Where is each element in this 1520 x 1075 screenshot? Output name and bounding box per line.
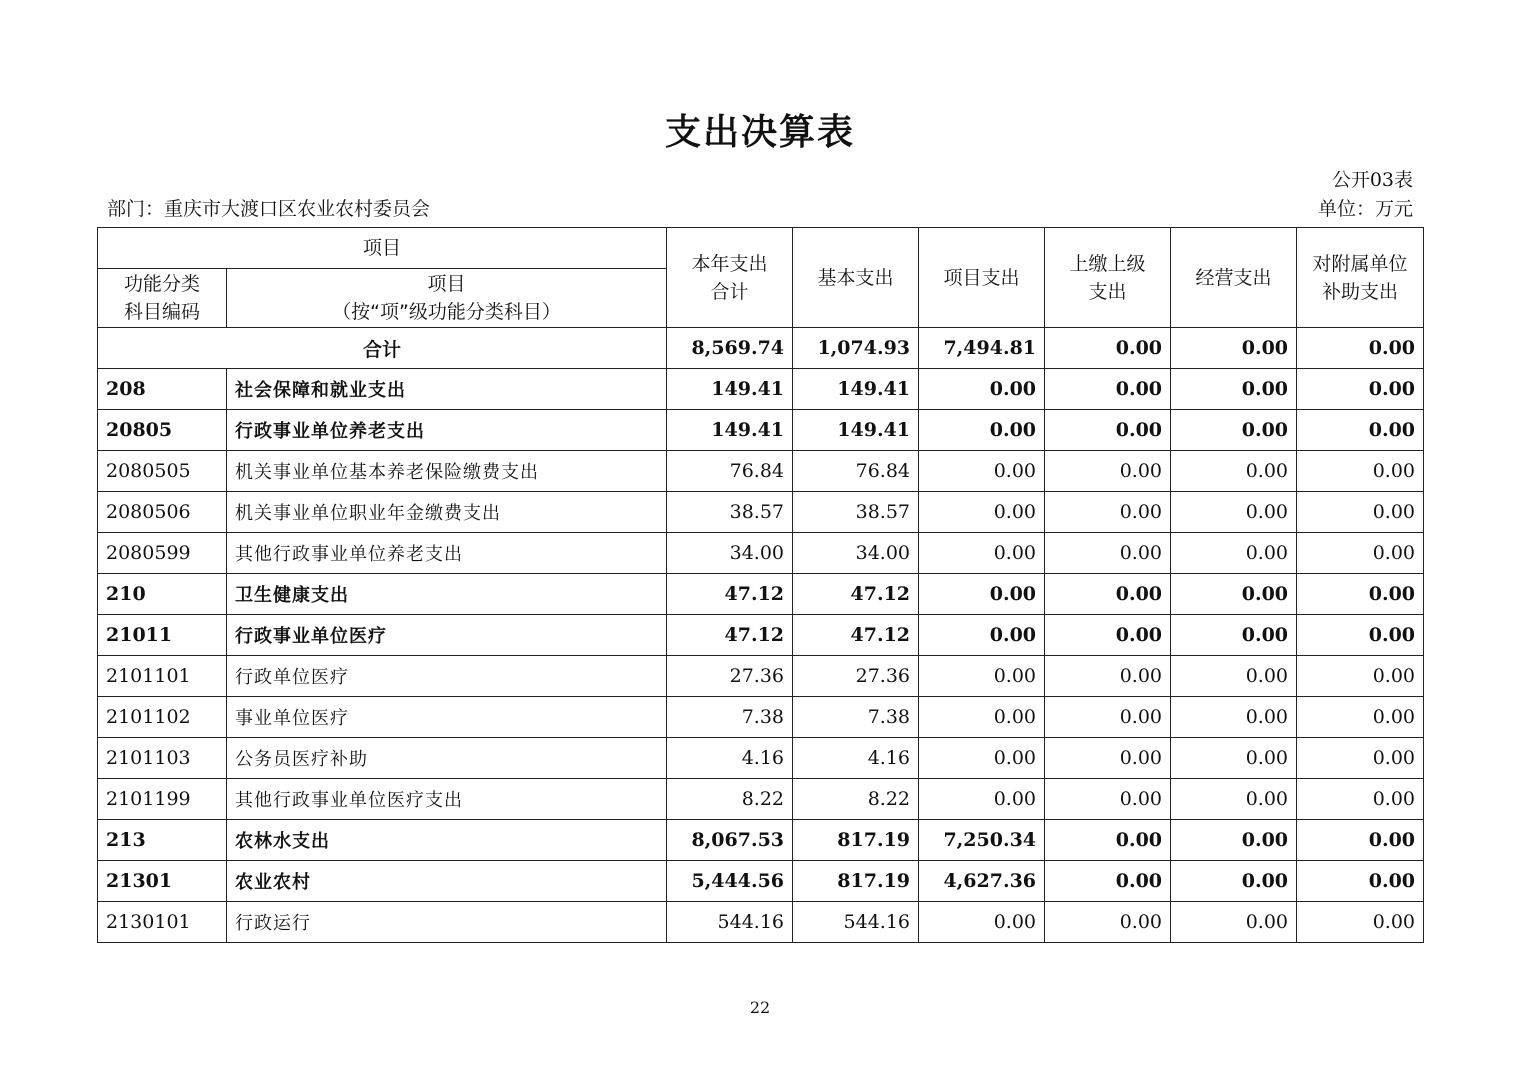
total-cell: 5,444.56	[667, 861, 793, 902]
upper-cell: 0.00	[1045, 328, 1171, 369]
name-cell: 行政事业单位养老支出	[227, 410, 667, 451]
table-row	[98, 861, 1424, 902]
table-row	[98, 779, 1424, 820]
name-cell: 机关事业单位基本养老保险缴费支出	[227, 451, 667, 492]
basic-cell: 1,074.93	[793, 328, 919, 369]
business-cell: 0.00	[1171, 492, 1297, 533]
basic-cell: 7.38	[793, 697, 919, 738]
header-basic: 基本支出	[793, 228, 919, 328]
code-cell: 2101102	[98, 697, 227, 738]
subsidy-cell: 0.00	[1297, 369, 1424, 410]
form-number: 公开03表	[1331, 169, 1413, 191]
project-cell: 0.00	[919, 369, 1045, 410]
business-cell: 0.00	[1171, 738, 1297, 779]
code-cell: 210	[98, 574, 227, 615]
project-cell: 0.00	[919, 492, 1045, 533]
basic-cell: 817.19	[793, 861, 919, 902]
code-cell: 2080506	[98, 492, 227, 533]
name-cell: 卫生健康支出	[227, 574, 667, 615]
basic-cell: 149.41	[793, 410, 919, 451]
header-subsidy: 对附属单位 补助支出	[1297, 228, 1424, 328]
total-cell: 544.16	[667, 902, 793, 943]
name-cell: 农业农村	[227, 861, 667, 902]
table-row	[98, 574, 1424, 615]
subsidy-cell: 0.00	[1297, 861, 1424, 902]
subsidy-cell: 0.00	[1297, 574, 1424, 615]
header-code: 功能分类 科目编码	[98, 269, 227, 328]
code-cell: 2130101	[98, 902, 227, 943]
table-row	[98, 533, 1424, 574]
total-cell: 8.22	[667, 779, 793, 820]
total-label: 合计	[98, 328, 667, 369]
basic-cell: 76.84	[793, 451, 919, 492]
table-row	[98, 451, 1424, 492]
upper-cell: 0.00	[1045, 861, 1171, 902]
total-cell: 34.00	[667, 533, 793, 574]
code-cell: 208	[98, 369, 227, 410]
upper-cell: 0.00	[1045, 615, 1171, 656]
basic-cell: 8.22	[793, 779, 919, 820]
total-cell: 8,067.53	[667, 820, 793, 861]
code-cell: 20805	[98, 410, 227, 451]
name-cell: 事业单位医疗	[227, 697, 667, 738]
unit-label: 单位：万元	[1317, 198, 1413, 220]
upper-cell: 0.00	[1045, 697, 1171, 738]
header-business: 经营支出	[1171, 228, 1297, 328]
table-row	[98, 656, 1424, 697]
total-cell: 149.41	[667, 369, 793, 410]
subsidy-cell: 0.00	[1297, 492, 1424, 533]
table-row	[98, 615, 1424, 656]
header-item-group: 项目	[98, 228, 667, 269]
subsidy-cell: 0.00	[1297, 451, 1424, 492]
total-cell: 76.84	[667, 451, 793, 492]
upper-cell: 0.00	[1045, 369, 1171, 410]
total-cell: 47.12	[667, 574, 793, 615]
total-cell: 8,569.74	[667, 328, 793, 369]
expenditure-table	[97, 227, 1424, 943]
header-total: 本年支出 合计	[667, 228, 793, 328]
total-cell: 38.57	[667, 492, 793, 533]
subsidy-cell: 0.00	[1297, 697, 1424, 738]
header-project: 项目支出	[919, 228, 1045, 328]
business-cell: 0.00	[1171, 533, 1297, 574]
name-cell: 农林水支出	[227, 820, 667, 861]
code-cell: 2101199	[98, 779, 227, 820]
upper-cell: 0.00	[1045, 574, 1171, 615]
project-cell: 0.00	[919, 533, 1045, 574]
department-label: 部门：重庆市大渡口区农业农村委员会	[107, 198, 431, 220]
project-cell: 4,627.36	[919, 861, 1045, 902]
project-cell: 7,250.34	[919, 820, 1045, 861]
total-cell: 7.38	[667, 697, 793, 738]
code-cell: 213	[98, 820, 227, 861]
name-cell: 公务员医疗补助	[227, 738, 667, 779]
business-cell: 0.00	[1171, 861, 1297, 902]
project-cell: 0.00	[919, 902, 1045, 943]
subsidy-cell: 0.00	[1297, 615, 1424, 656]
table-row	[98, 492, 1424, 533]
project-cell: 0.00	[919, 615, 1045, 656]
subsidy-cell: 0.00	[1297, 656, 1424, 697]
project-cell: 0.00	[919, 410, 1045, 451]
total-cell: 47.12	[667, 615, 793, 656]
code-cell: 2080599	[98, 533, 227, 574]
project-cell: 0.00	[919, 697, 1045, 738]
name-cell: 行政单位医疗	[227, 656, 667, 697]
table-row	[98, 369, 1424, 410]
upper-cell: 0.00	[1045, 451, 1171, 492]
subsidy-cell: 0.00	[1297, 779, 1424, 820]
business-cell: 0.00	[1171, 697, 1297, 738]
upper-cell: 0.00	[1045, 492, 1171, 533]
project-cell: 0.00	[919, 738, 1045, 779]
basic-cell: 38.57	[793, 492, 919, 533]
project-cell: 0.00	[919, 779, 1045, 820]
basic-cell: 544.16	[793, 902, 919, 943]
name-cell: 行政运行	[227, 902, 667, 943]
basic-cell: 149.41	[793, 369, 919, 410]
subsidy-cell: 0.00	[1297, 902, 1424, 943]
business-cell: 0.00	[1171, 615, 1297, 656]
page-title: 支出决算表	[664, 112, 855, 153]
business-cell: 0.00	[1171, 369, 1297, 410]
name-cell: 行政事业单位医疗	[227, 615, 667, 656]
code-cell: 21011	[98, 615, 227, 656]
subsidy-cell: 0.00	[1297, 738, 1424, 779]
name-cell: 其他行政事业单位养老支出	[227, 533, 667, 574]
basic-cell: 4.16	[793, 738, 919, 779]
upper-cell: 0.00	[1045, 410, 1171, 451]
project-cell: 0.00	[919, 574, 1045, 615]
project-cell: 0.00	[919, 656, 1045, 697]
project-cell: 7,494.81	[919, 328, 1045, 369]
table-row	[98, 902, 1424, 943]
basic-cell: 47.12	[793, 574, 919, 615]
code-cell: 2101101	[98, 656, 227, 697]
business-cell: 0.00	[1171, 656, 1297, 697]
basic-cell: 27.36	[793, 656, 919, 697]
upper-cell: 0.00	[1045, 656, 1171, 697]
basic-cell: 34.00	[793, 533, 919, 574]
upper-cell: 0.00	[1045, 533, 1171, 574]
basic-cell: 817.19	[793, 820, 919, 861]
business-cell: 0.00	[1171, 902, 1297, 943]
code-cell: 2101103	[98, 738, 227, 779]
table-row	[98, 697, 1424, 738]
table-row	[98, 820, 1424, 861]
upper-cell: 0.00	[1045, 820, 1171, 861]
name-cell: 机关事业单位职业年金缴费支出	[227, 492, 667, 533]
total-row	[98, 328, 1424, 369]
upper-cell: 0.00	[1045, 902, 1171, 943]
business-cell: 0.00	[1171, 451, 1297, 492]
total-cell: 149.41	[667, 410, 793, 451]
subsidy-cell: 0.00	[1297, 328, 1424, 369]
total-cell: 27.36	[667, 656, 793, 697]
page-number: 22	[749, 998, 771, 1017]
subsidy-cell: 0.00	[1297, 410, 1424, 451]
business-cell: 0.00	[1171, 410, 1297, 451]
basic-cell: 47.12	[793, 615, 919, 656]
table-row	[98, 410, 1424, 451]
table-row	[98, 738, 1424, 779]
business-cell: 0.00	[1171, 779, 1297, 820]
subsidy-cell: 0.00	[1297, 820, 1424, 861]
name-cell: 其他行政事业单位医疗支出	[227, 779, 667, 820]
code-cell: 2080505	[98, 451, 227, 492]
upper-cell: 0.00	[1045, 738, 1171, 779]
header-upper: 上缴上级 支出	[1045, 228, 1171, 328]
upper-cell: 0.00	[1045, 779, 1171, 820]
business-cell: 0.00	[1171, 328, 1297, 369]
name-cell: 社会保障和就业支出	[227, 369, 667, 410]
business-cell: 0.00	[1171, 820, 1297, 861]
header-name: 项目 （按“项”级功能分类科目）	[227, 269, 667, 328]
total-cell: 4.16	[667, 738, 793, 779]
subsidy-cell: 0.00	[1297, 533, 1424, 574]
code-cell: 21301	[98, 861, 227, 902]
business-cell: 0.00	[1171, 574, 1297, 615]
project-cell: 0.00	[919, 451, 1045, 492]
